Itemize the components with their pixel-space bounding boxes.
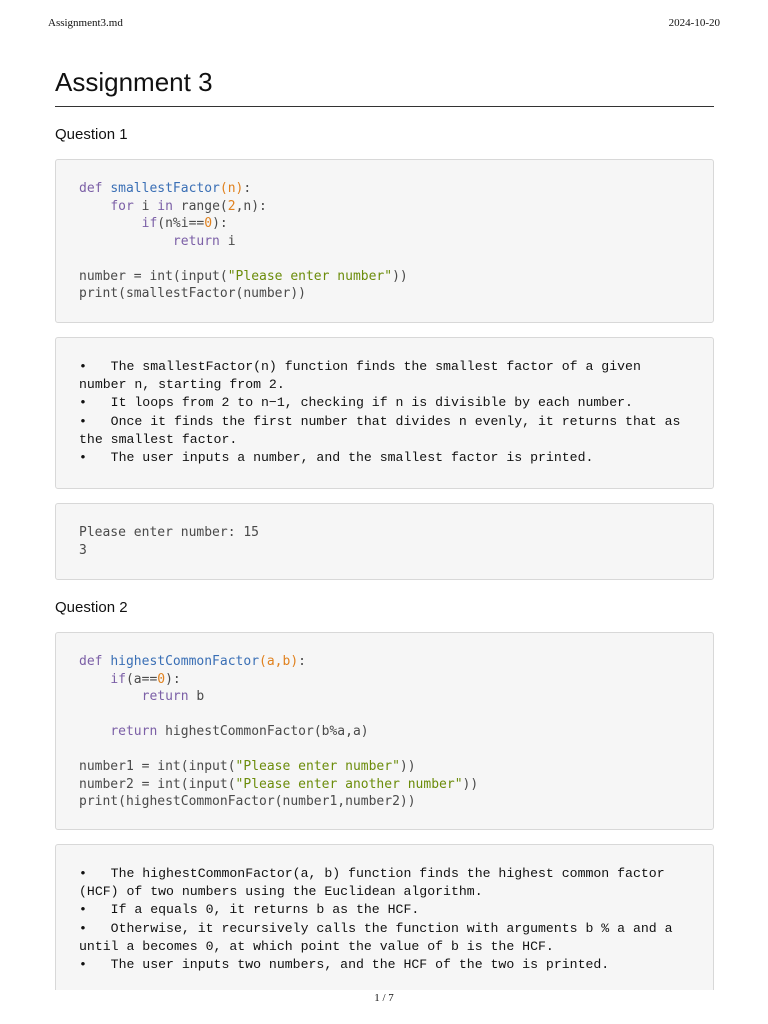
explanation-item: • The highestCommonFactor(a, b) function finds the highest common factor (HCF) of two numbers using the Euclidean algorithm.: [79, 866, 673, 900]
question-1-heading: Question 1: [55, 126, 128, 143]
code-line: for i in range(2,n):: [110, 198, 267, 214]
output-line: Please enter number: 15: [79, 525, 260, 540]
explanation-item: • Otherwise, it recursively calls the function with arguments b % a and a until a becomes 0, at which point the value of b is the HCF.: [79, 920, 681, 954]
question-1-code-block: [55, 159, 714, 323]
explanation-item: • It loops from 2 to n−1, checking if n is divisible by each number.: [79, 395, 633, 411]
document-title: Assignment 3: [55, 66, 714, 107]
explanation-item: • The user inputs two numbers, and the HCF of the two is printed.: [79, 957, 610, 973]
question-2-heading: Question 2: [55, 599, 128, 616]
explanation-item: • Once it finds the first number that divides n evenly, it returns that as the smallest factor.: [79, 413, 689, 447]
question-1-output-block: [55, 503, 714, 580]
page-number: 1 / 7: [374, 992, 394, 1004]
code-line: print(smallestFactor(number)): [79, 286, 306, 301]
code-line: return b: [141, 689, 205, 704]
code-line: if(n%i==0):: [141, 216, 228, 231]
page-header: [48, 17, 720, 33]
code-line: return i: [172, 233, 236, 249]
output-line: 3: [79, 542, 87, 558]
explanation-item: • If a equals 0, it returns b as the HCF.: [79, 902, 420, 918]
program-output: [56, 504, 713, 579]
explanation-item: • The user inputs a number, and the smallest factor is printed.: [79, 450, 594, 466]
header-filename: Assignment3.md: [48, 17, 123, 29]
code-line: number = int(input("Please enter number")): [79, 268, 408, 284]
explanation-item: • The smallestFactor(n) function finds the smallest factor of a given number n, starting from 2.: [79, 359, 649, 393]
code-line: return highestCommonFactor(b%a,a): [110, 724, 369, 739]
question-2-code-block: [55, 632, 714, 830]
code-listing: [56, 160, 713, 323]
code-line: def smallestFactor(n):: [79, 181, 252, 196]
explanation-list: [56, 338, 713, 487]
code-listing: [56, 633, 713, 831]
question-2-explanation-block: [55, 844, 714, 990]
code-line: def highestCommonFactor(a,b):: [79, 654, 306, 669]
code-line: if(a==0):: [110, 671, 181, 687]
code-line: print(highestCommonFactor(number1,number2)): [79, 794, 416, 809]
code-line: number2 = int(input("Please enter another number")): [79, 776, 479, 792]
explanation-list: [56, 845, 713, 994]
header-date: 2024-10-20: [668, 17, 720, 29]
code-line: number1 = int(input("Please enter number")): [79, 759, 416, 774]
question-1-explanation-block: [55, 337, 714, 489]
